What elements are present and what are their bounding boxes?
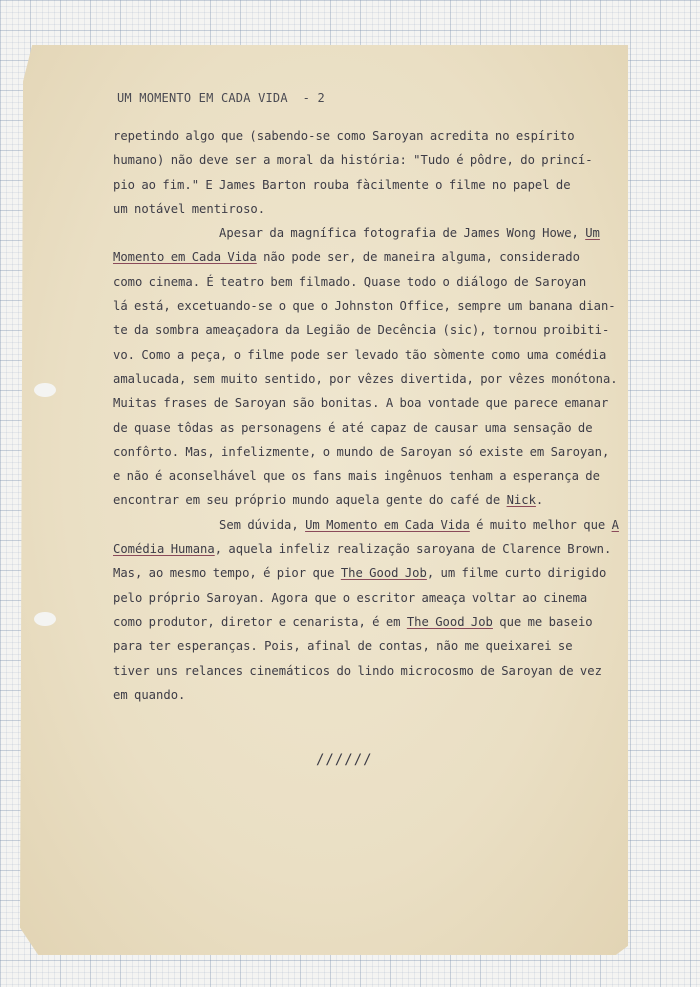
underlined-title: Um bbox=[585, 226, 600, 241]
text-line: humano) não deve ser a moral da história: "Tudo é pôdre, do princí- bbox=[113, 153, 593, 168]
text-span: , aquela infeliz realização saroyana de Clarence Brown. bbox=[214, 542, 612, 557]
text-line: um notável mentiroso. bbox=[113, 201, 266, 216]
text-line: pelo próprio Saroyan. Agora que o escritor ameaça voltar ao cinema bbox=[113, 590, 588, 605]
text-line bbox=[113, 537, 623, 561]
document-body bbox=[113, 124, 623, 707]
text-line: vo. Como a peça, o filme pode ser levado tão sòmente como uma comédia bbox=[113, 347, 607, 362]
text-line: lá está, excetuando-se o que o Johnston Office, sempre um banana dian- bbox=[113, 299, 616, 314]
punch-hole bbox=[34, 612, 56, 626]
text-span: Sem dúvida, bbox=[219, 517, 306, 532]
text-line: amalucada, sem muito sentido, por vêzes divertida, por vêzes monótona. bbox=[113, 371, 618, 386]
text-line: e não é aconselhável que os fans mais ingênuos tenham a esperança de bbox=[113, 469, 600, 484]
text-span: encontrar em seu próprio mundo aquela gente do café de bbox=[113, 493, 507, 508]
text-span: que me baseio bbox=[492, 614, 593, 629]
underlined-title: The Good Job bbox=[406, 614, 493, 629]
text-line bbox=[113, 488, 623, 512]
text-line: de quase tôdas as personagens é até capaz de causar uma sensação de bbox=[113, 420, 593, 435]
text-span: é muito melhor que bbox=[469, 517, 612, 532]
underlined-title: The Good Job bbox=[340, 566, 427, 581]
text-line: te da sombra ameaçadora da Legião de Decência (sic), tornou proibiti- bbox=[113, 323, 610, 338]
text-line bbox=[113, 513, 623, 537]
underlined-name: Nick bbox=[506, 493, 536, 508]
page-header: UM MOMENTO EM CADA VIDA - 2 bbox=[117, 91, 325, 105]
text-line: como cinema. É teatro bem filmado. Quase todo o diálogo de Saroyan bbox=[113, 274, 587, 289]
text-line: pio ao fim." E James Barton rouba fàcilmente o filme no papel de bbox=[113, 177, 571, 192]
underlined-title: Momento em Cada Vida bbox=[113, 250, 257, 265]
text-span: Mas, ao mesmo tempo, é pior que bbox=[113, 566, 341, 581]
text-span: , um filme curto dirigido bbox=[426, 566, 607, 581]
text-line: Muitas frases de Saroyan são bonitas. A boa vontade que parece emanar bbox=[113, 396, 609, 411]
underlined-title: Comédia Humana bbox=[113, 542, 215, 557]
text-span: . bbox=[535, 493, 544, 508]
text-span: Apesar da magnífica fotografia de James Wong Howe, bbox=[219, 226, 586, 241]
text-line: tiver uns relances cinemáticos do lindo microcosmo de Saroyan de vez bbox=[113, 663, 602, 678]
punch-hole bbox=[34, 383, 56, 397]
text-line: em quando. bbox=[113, 687, 186, 702]
text-line: repetindo algo que (sabendo-se como Saroyan acredita no espírito bbox=[113, 129, 575, 143]
text-span: como produtor, diretor e cenarista, é em bbox=[113, 614, 407, 629]
text-line: confôrto. Mas, infelizmente, o mundo de Saroyan só existe em Saroyan, bbox=[113, 444, 610, 459]
underlined-title: A bbox=[611, 517, 619, 532]
text-line bbox=[113, 561, 623, 585]
underlined-title: Um Momento em Cada Vida bbox=[305, 517, 470, 532]
text-line bbox=[113, 610, 623, 634]
text-line bbox=[113, 245, 623, 269]
text-line bbox=[113, 221, 623, 245]
text-line: para ter esperanças. Pois, afinal de contas, não me queixarei se bbox=[113, 639, 573, 654]
text-span: não pode ser, de maneira alguma, considerado bbox=[256, 250, 580, 265]
end-mark: ////// bbox=[316, 752, 373, 768]
